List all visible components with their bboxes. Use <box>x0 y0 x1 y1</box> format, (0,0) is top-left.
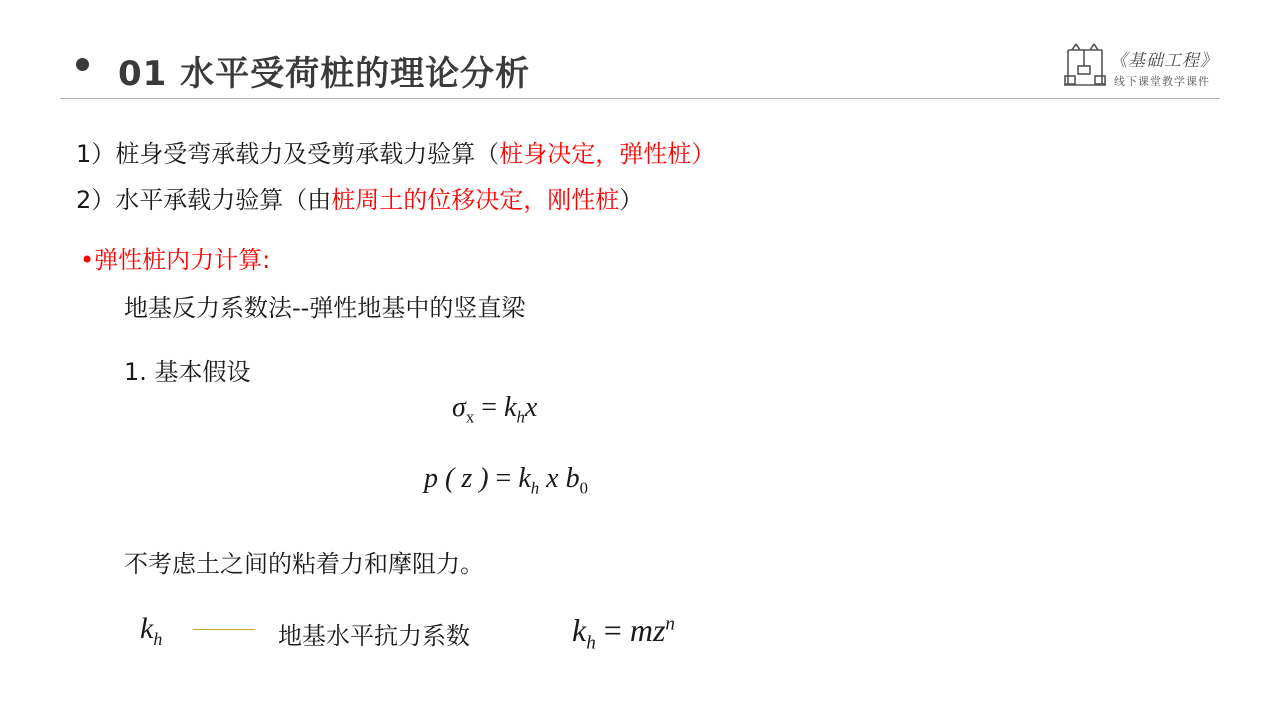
check-item-1 <box>76 134 715 169</box>
kh-symbol-sub: h <box>153 629 163 649</box>
eq3-k: k <box>572 612 587 648</box>
eq3-rhs-sup: n <box>665 613 675 635</box>
eq1-equals: = <box>481 392 497 423</box>
method-text: 地基反力系数法--弹性地基中的竖直梁 <box>124 294 526 322</box>
eq1-k-sub: h <box>516 407 525 427</box>
check-item-1-prefix: 1）桩身受弯承载力及受剪承载力验算（ <box>76 140 500 168</box>
check-item-2 <box>76 180 643 215</box>
eq3-equals: = <box>603 612 622 648</box>
check-item-2-prefix: 2）水平承载力验算（由 <box>76 186 332 214</box>
check-item-1-suffix: ） <box>691 140 716 168</box>
title-bullet <box>76 58 89 71</box>
eq3-rhs: mz <box>629 612 666 648</box>
section-heading: •弹性桩内力计算: <box>80 246 271 274</box>
eq1-k: k <box>504 392 517 423</box>
eq3-k-sub: h <box>586 632 596 654</box>
kh-symbol-k: k <box>140 612 154 645</box>
eq2-k-sub: h <box>530 478 540 498</box>
header-divider <box>60 98 1220 99</box>
eq2-equals: = <box>495 463 512 494</box>
eq1-x: x <box>524 392 538 423</box>
eq2-xb: x b <box>546 463 580 494</box>
assumption-heading: 1. 基本假设 <box>124 358 251 386</box>
crane-icon <box>1062 42 1108 88</box>
check-item-1-highlight: 桩身决定，弹性桩 <box>499 140 692 168</box>
note-text: 不考虑土之间的粘着力和摩阻力。 <box>124 550 484 578</box>
eq2-k: k <box>518 463 531 494</box>
logo-subtitle: 线下课堂教学课件 <box>1114 75 1210 88</box>
kh-symbol <box>140 612 162 650</box>
check-item-2-highlight: 桩周土的位移决定，刚性桩 <box>331 186 620 214</box>
equation-kh <box>572 612 675 654</box>
page-title: 01 水平受荷桩的理论分析 <box>118 54 531 94</box>
check-item-2-suffix: ） <box>619 186 644 214</box>
eq2-lhs: p ( z ) <box>424 463 489 494</box>
equation-sigma <box>452 392 537 428</box>
logo-title: 《基础工程》 <box>1110 51 1218 71</box>
eq2-b-sub: 0 <box>579 478 588 498</box>
kh-description: 地基水平抗力系数 <box>278 622 470 650</box>
eq1-lhs: σ <box>452 392 466 423</box>
definition-dash <box>193 629 255 630</box>
eq1-lhs-sub: x <box>465 407 475 427</box>
equation-pz <box>424 463 588 499</box>
